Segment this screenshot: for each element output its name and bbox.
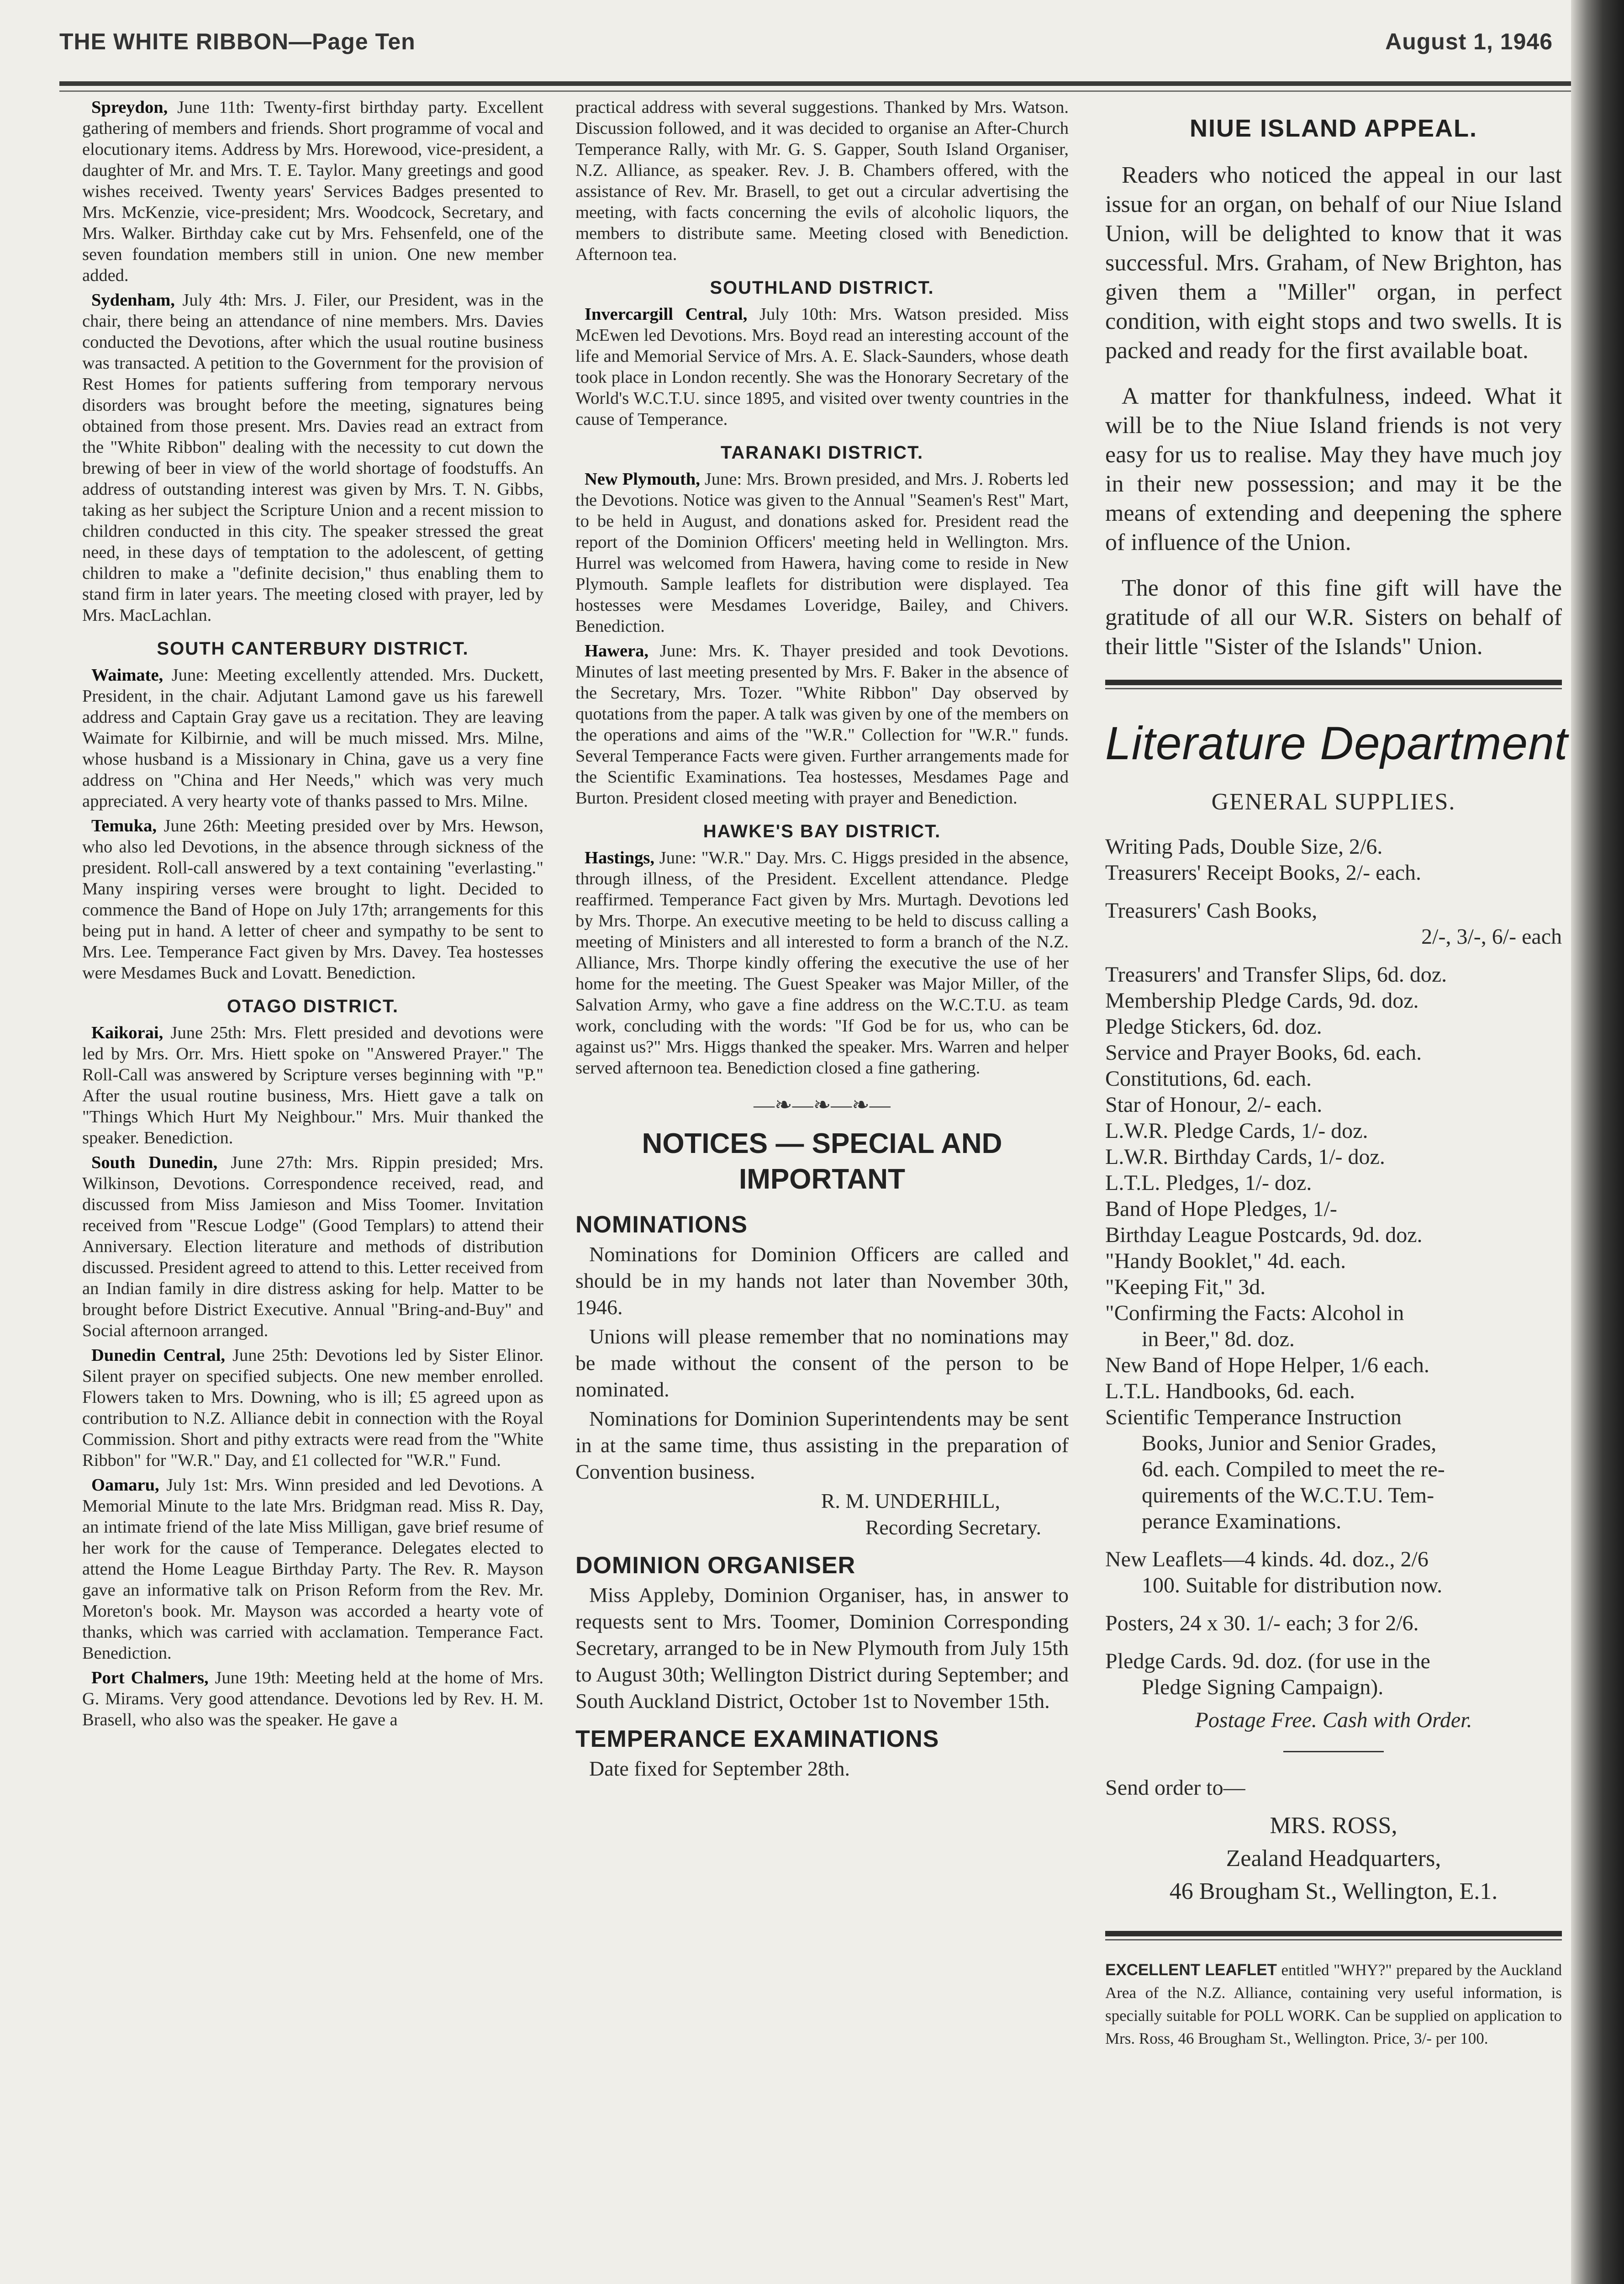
section-ornament: —❧—❧—❧— [754, 1093, 891, 1116]
send-order-label: Send order to— [1105, 1776, 1245, 1800]
list-item: Star of Honour, 2/- each. [1105, 1093, 1323, 1117]
organiser-heading: DOMINION ORGANISER [575, 1552, 856, 1579]
notices-heading: NOTICES — SPECIAL AND IMPORTANT [642, 1128, 1002, 1195]
literature-heading: Literature Department [1105, 717, 1568, 769]
list-item: Pledge Cards. 9d. doz. (for use in the [1105, 1649, 1430, 1673]
section-rule [1105, 1931, 1562, 1936]
list-item: L.W.R. Pledge Cards, 1/- doz. [1105, 1119, 1368, 1143]
nominations-paragraph: Nominations for Dominion Officers are called and should be in my hands not later than November 30th, 1946. [575, 1242, 1069, 1319]
district-heading: SOUTHLAND DISTRICT. [710, 278, 934, 298]
list-item: Birthday League Postcards, 9d. doz. [1105, 1223, 1423, 1247]
section-rule-thin [1105, 688, 1562, 689]
list-item: in Beer," 8d. doz. [1142, 1327, 1295, 1351]
report-south-dunedin: South Dunedin, June 27th: Mrs. Rippin presided; Mrs. Wilkinson, Devotions. Correspondence received, read, and discussed from Miss Jamieson and Miss Toomer. Invitation received from "Rescue Lodge" (Good Templars) to attend their Anniversary. Election literature and methods of distribution discussed. President agreed to attend to this. Letter received from an Indian family in dire distress asking for help. Matter to be brought before District Executive. Annual "Bring-and-Buy" and Social afternoon arranged. [82, 1153, 544, 1340]
list-item: quirements of the W.C.T.U. Tem- [1142, 1483, 1434, 1507]
header-rule [59, 81, 1571, 86]
report-sydenham: Sydenham, July 4th: Mrs. J. Filer, our President, was in the chair, there being an attendance of nine members. Mrs. Davies conducted the Devotions, after which the usual routine business was transacted. A petition to the Government for the provision of Rest Homes for patients suffering from temporary nervous disorders was brought before the meeting, signatures being obtained from those present. Mrs. Davies read an extract from the "White Ribbon" dealing with the necessity to cut down the brewing of beer in view of the world shortage of foodstuffs. An address of outstanding interest was given by Mrs. T. N. Gibbs, taking as her subject the Scripture Union and a recent mission to children conducted in this city. The speaker stressed the great need, in these days of temptation to the adolescent, of getting children to make a "definite decision," thus enabling them to stand firm in later years. The meeting closed with prayer, led by Mrs. MacLachlan. [82, 291, 543, 625]
list-item: New Leaflets—4 kinds. 4d. doz., 2/6 [1105, 1547, 1429, 1571]
list-item: "Keeping Fit," 3d. [1105, 1275, 1266, 1299]
list-item: Pledge Signing Campaign). [1142, 1675, 1384, 1699]
page-header [59, 28, 1571, 65]
nominations-paragraph: Nominations for Dominion Superintendents may be sent in at the same time, thus assisting in the preparation of Convention business. [575, 1407, 1069, 1483]
report-new-plymouth: New Plymouth, June: Mrs. Brown presided, and Mrs. J. Roberts led the Devotions. Notice was given to the Annual "Seamen's Rest" Mart, to be held in August, and donations asked for. President read the report of the Dominion Officers' meeting held in Wellington. Mrs. Hurrel was welcomed from Hawera, having come to reside in New Plymouth. Sample leaflets for distribution were displayed. Tea hostesses were Mesdames Loveridge, Bailey, and Chivers. Benediction. [575, 470, 1069, 636]
list-item: "Confirming the Facts: Alcohol in [1105, 1301, 1404, 1325]
examinations-heading: TEMPERANCE EXAMINATIONS [575, 1726, 939, 1752]
niue-paragraph: The donor of this fine gift will have the gratitude of all our W.R. Sisters on behalf of their little "Sister of the Islands" Union. [1105, 575, 1562, 660]
list-item: Posters, 24 x 30. 1/- each; 3 for 2/6. [1105, 1611, 1419, 1635]
publication-title: THE WHITE RIBBON—Page Ten [59, 29, 416, 54]
list-item: Service and Prayer Books, 6d. each. [1105, 1041, 1422, 1065]
district-heading: SOUTH CANTERBURY DISTRICT. [157, 639, 469, 659]
district-heading: HAWKE'S BAY DISTRICT. [703, 821, 941, 841]
column-1 [82, 97, 543, 1734]
signature-title: Recording Secretary. [865, 1516, 1041, 1539]
section-rule-thin [1105, 1939, 1562, 1940]
list-item: Treasurers' Cash Books, [1105, 899, 1318, 923]
list-item: L.W.R. Birthday Cards, 1/- doz. [1105, 1145, 1385, 1169]
column-3 [1105, 97, 1568, 2050]
list-item: "Handy Booklet," 4d. each. [1105, 1249, 1346, 1273]
list-item: Pledge Stickers, 6d. doz. [1105, 1015, 1322, 1039]
niue-paragraph: A matter for thankfulness, indeed. What it will be to the Niue Island friends is not very easy for us to realise. May they have much joy in their new possession; and may it be the means of extending and deepening the sphere of influence of the Union. [1105, 383, 1562, 555]
list-item: Scientific Temperance Instruction [1105, 1405, 1402, 1429]
list-item: perance Examinations. [1142, 1509, 1342, 1533]
general-supplies-heading: GENERAL SUPPLIES. [1211, 789, 1456, 815]
report-waimate: Waimate, June: Meeting excellently attended. Mrs. Duckett, President, in the chair. Adjutant Lamond gave us his farewell address and Captain Gray gave us a recitation. They are leaving Waimate for Kilbirnie, and will be much missed. Mrs. Milne, whose husband is a Missionary in China, gave us a very fine address on "China and Her Needs," which was very much appreciated. A very hearty vote of thanks passed to Mrs. Milne. [82, 666, 543, 811]
nominations-paragraph: Unions will please remember that no nominations may be made without the consent of the person to be nominated. [575, 1325, 1069, 1401]
column-2 [575, 97, 1069, 1785]
list-item: L.T.L. Handbooks, 6d. each. [1105, 1379, 1355, 1403]
address-line: 46 Brougham St., Wellington, E.1. [1169, 1878, 1498, 1904]
section-rule [1105, 680, 1562, 685]
issue-date: August 1, 1946 [1385, 29, 1553, 54]
address-line: Zealand Headquarters, [1226, 1845, 1441, 1872]
supply-list [1105, 834, 1562, 1700]
report-spreydon: Spreydon, June 11th: Twenty-first birthday party. Excellent gathering of members and friends. Short programme of vocal and elocutionary items. Address by Mrs. Horewood, vice-president, a daughter of Mr. and Mrs. T. E. Taylor. Many greetings and good wishes received. Twenty years' Services Badges presented to Mrs. McKenzie, vice-president; Mrs. Woodcock, Secretary, and Mrs. Walker. Birthday cake cut by Mrs. Fehsenfeld, one of the seven foundation members still in union. One new member added. [82, 98, 543, 285]
list-item: Constitutions, 6d. each. [1105, 1067, 1312, 1091]
report-hastings: Hastings, June: "W.R." Day. Mrs. C. Higgs presided in the absence, through illness, of the President. Excellent attendance. Pledge reaffirmed. Temperance Fact given by Mrs. Murtagh. Devotions led by Mrs. Thorpe. An executive meeting to be held to discuss calling a meeting of Ministers and all interested to form a branch of the N.Z. Alliance, Mrs. Thorpe kindly offering the executive the use of her home for the meeting. The Guest Speaker was Major Miller, of the Salvation Army, who gave a fine address on the W.C.T.U. as team work, concluding with the words: "If God be for us, who can be against us?" Mrs. Higgs thanked the speaker. Mrs. Warren and helper served afternoon tea. Benediction closed a fine gathering. [575, 848, 1069, 1078]
report-oamaru: Oamaru, July 1st: Mrs. Winn presided and led Devotions. A Memorial Minute to the late Mrs. Bridgman read. Miss R. Day, an intimate friend of the late Miss Milligan, gave brief resume of her work for the cause of Temperance. Delegates elected to attend the Home League Birthday Party. The Rev. R. Mayson gave an informative talk on Prison Reform from the Rev. Mr. Moreton's book. Mr. Mayson was accorded a hearty vote of thanks, which was carried with acclamation. Temperance Fact. Benediction. [82, 1475, 543, 1663]
organiser-paragraph: Miss Appleby, Dominion Organiser, has, in answer to requests sent to Mrs. Toomer, Dominion Corresponding Secretary, arranged to be in New Plymouth from July 15th to August 30th; Wellington District during September; and South Auckland District, October 1st to November 15th. [575, 1583, 1069, 1713]
leaflet-notice: EXCELLENT LEAFLET entitled "WHY?" prepared by the Auckland Area of the N.Z. Alliance, containing very useful information, is specially suitable for POLL WORK. Can be supplied on application to Mrs. Ross, 46 Brougham St., Wellington. Price, 3/- per 100. [1105, 1961, 1562, 2047]
report-temuka: Temuka, June 26th: Meeting presided over by Mrs. Hewson, who also led Devotions, in the absence through sickness of the president. Roll-call answered by a text containing "everlasting." Many inspiring verses were brought to light. Decided to commence the Band of Hope on July 17th; arrangements for this being put in hand. A letter of cheer and sympathy to be sent to Mrs. Lee. Temperance Fact given by Mrs. Davey. Tea hostesses were Mesdames Buck and Lovatt. Benediction. [82, 816, 543, 983]
binding-edge [1571, 0, 1624, 2284]
list-item: New Band of Hope Helper, 1/6 each. [1105, 1353, 1429, 1377]
address-name: MRS. ROSS, [1270, 1813, 1397, 1839]
nominations-heading: NOMINATIONS [575, 1211, 748, 1238]
report-continued: practical address with several suggestions. Thanked by Mrs. Watson. Discussion followed, and it was decided to organise an After-Church Temperance Rally, with Mr. G. S. Gapper, South Island Organiser, N.Z. Alliance, as speaker. Rev. J. B. Chambers offered, with the assistance of Rev. Mr. Brasell, to get out a circular advertising the meeting, with facts concerning the evils of alcoholic liquors, the members to distribute same. Meeting closed with Benediction. Afternoon tea. [575, 98, 1069, 264]
list-item: 100. Suitable for distribution now. [1142, 1573, 1443, 1597]
list-item: Books, Junior and Senior Grades, [1142, 1431, 1437, 1455]
report-dunedin-central: Dunedin Central, June 25th: Devotions led by Sister Elinor. Silent prayer on specified subjects. One new member enrolled. Flowers taken to Mrs. Downing, who is ill; £5 agreed upon as contribution to N.Z. Alliance debit in connection with the Royal Commission. Short and pithy extracts were read from the "White Ribbon" for "W.R." Day, and £1 collected for "W.R." Fund. [82, 1346, 543, 1470]
short-rule [1283, 1751, 1384, 1752]
list-item: Treasurers' and Transfer Slips, 6d. doz. [1105, 962, 1447, 987]
examinations-paragraph: Date fixed for September 28th. [589, 1757, 850, 1780]
list-item: Band of Hope Pledges, 1/- [1105, 1197, 1337, 1221]
list-item: Writing Pads, Double Size, 2/6. [1105, 835, 1383, 859]
report-kaikorai: Kaikorai, June 25th: Mrs. Flett presided and devotions were led by Mrs. Orr. Mrs. Hiett spoke on "Answered Prayer." The Roll-Call was answered by Scripture verses beginning with "P." After the usual routine business, Mrs. Hiett gave a talk on "Things Which Hurt My Neighbour." Mrs. Muir thanked the speaker. Benediction. [82, 1023, 543, 1147]
niue-paragraph: Readers who noticed the appeal in our last issue for an organ, on behalf of our Niue Island Union, will be delighted to know that it was successful. Mrs. Graham, of New Brighton, has given them a "Miller" organ, in perfect condition, with eight stops and two swells. It is packed and ready for the first available boat. [1105, 162, 1562, 364]
report-invercargill: Invercargill Central, July 10th: Mrs. Watson presided. Miss McEwen led Devotions. Mrs. Boyd read an interesting account of the life and Memorial Service of Mrs. A. E. Slack-Saunders, whose death took place in London recently. She was the Honorary Secretary of the World's W.C.T.U. since 1895, and visited over twenty countries in the cause of Temperance. [575, 305, 1069, 429]
district-heading: TARANAKI DISTRICT. [720, 443, 924, 463]
report-port-chalmers: Port Chalmers, June 19th: Meeting held at the home of Mrs. G. Mirams. Very good attendance. Devotions led by Rev. H. M. Brasell, who also was the speaker. He gave a [82, 1668, 543, 1729]
report-hawera: Hawera, June: Mrs. K. Thayer presided and took Devotions. Minutes of last meeting presented by Mrs. F. Baker in the absence of the Secretary, Mrs. Tozer. "White Ribbon" Day observed by quotations from the paper. A talk was given by one of the members on the operations and aims of the "W.R." Collection for "W.R." funds. Several Temperance Facts were given. Further arrangements made for the Scientific Examinations. Tea hostesses, Mesdames Page and Burton. President closed meeting with prayer and Benediction. [575, 641, 1069, 808]
niue-heading: NIUE ISLAND APPEAL. [1189, 115, 1478, 142]
list-item: 6d. each. Compiled to meet the re- [1142, 1457, 1445, 1481]
list-item: 2/-, 3/-, 6/- each [1421, 925, 1562, 949]
list-item: L.T.L. Pledges, 1/- doz. [1105, 1171, 1312, 1195]
postage-note: Postage Free. Cash with Order. [1195, 1708, 1472, 1732]
header-rule-thin [59, 90, 1571, 92]
district-heading: OTAGO DISTRICT. [227, 996, 399, 1016]
list-item: Treasurers' Receipt Books, 2/- each. [1105, 861, 1422, 885]
list-item: Membership Pledge Cards, 9d. doz. [1105, 989, 1419, 1013]
signature-name: R. M. UNDERHILL, [821, 1489, 1000, 1512]
